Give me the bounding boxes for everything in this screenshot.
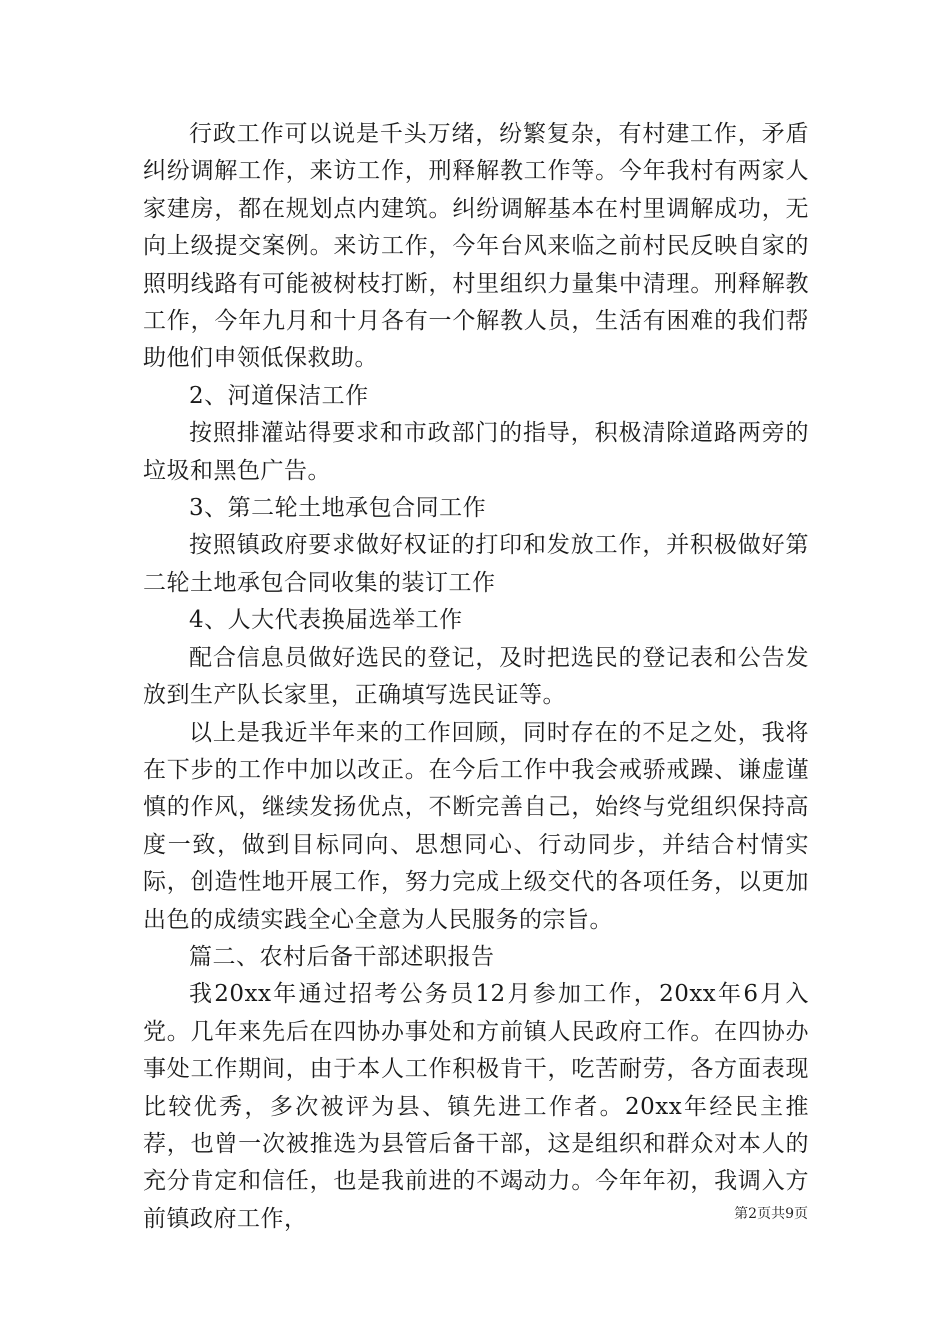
- section-heading-part-two: 篇二、农村后备干部述职报告: [189, 943, 495, 970]
- paragraph-land-contract: 按照镇政府要求做好权证的打印和发放工作，并积极做好第二轮土地承包合同收集的装订工作: [143, 532, 809, 596]
- section-heading-land-contract: 3、第二轮土地承包合同工作: [189, 495, 487, 522]
- paragraph-election: 配合信息员做好选民的登记，及时把选民的登记表和公告发放到生产队长家里，正确填写选民证等。: [143, 644, 809, 709]
- paragraph-river-cleaning: 按照排灌站得要求和市政部门的指导，积极清除道路两旁的垃圾和黑色广告。: [143, 420, 809, 484]
- paragraph-admin-work: 行政工作可以说是千头万绪，纷繁复杂，有村建工作，矛盾纠纷调解工作，来访工作，刑释解教工作等。今年我村有两家人家建房，都在规划点内建筑。纠纷调解基本在村里调解成功，无向上级提交案例。来访工作，今年台风来临之前村民反映自家的照明线路有可能被树枝打断，村里组织力量集中清理。刑释解教工作，今年九月和十月各有一个解教人员，生活有困难的我们帮助他们申领低保救助。: [143, 121, 809, 372]
- section-heading-river-cleaning: 2、河道保洁工作: [189, 382, 369, 409]
- paragraph-summary: 以上是我近半年来的工作回顾，同时存在的不足之处，我将在下步的工作中加以改正。在今后工作中我会戒骄戒躁、谦虚谨慎的作风，继续发扬优点，不断完善自己，始终与党组织保持高度一致，做到目标同向、思想同心、行动同步，并结合村情实际，创造性地开展工作，努力完成上级交代的各项任务，以更加出色的成绩实践全心全意为人民服务的宗旨。: [143, 719, 809, 933]
- paragraph-part-two-intro: 我20xx年通过招考公务员12月参加工作，20xx年6月入党。几年来先后在四协办事处和方前镇人民政府工作。在四协办事处工作期间，由于本人工作积极肯干，吃苦耐劳，各方面表现比较优秀，多次被评为县、镇先进工作者。20xx年经民主推荐，也曾一次被推选为县管后备干部，这是组织和群众对本人的充分肯定和信任，也是我前进的不竭动力。今年年初，我调入方前镇政府工作，: [143, 981, 809, 1232]
- document-body: [143, 116, 809, 1238]
- page-number-footer: 第2页共9页: [734, 1206, 808, 1222]
- section-heading-election: 4、人大代表换届选举工作: [189, 607, 463, 634]
